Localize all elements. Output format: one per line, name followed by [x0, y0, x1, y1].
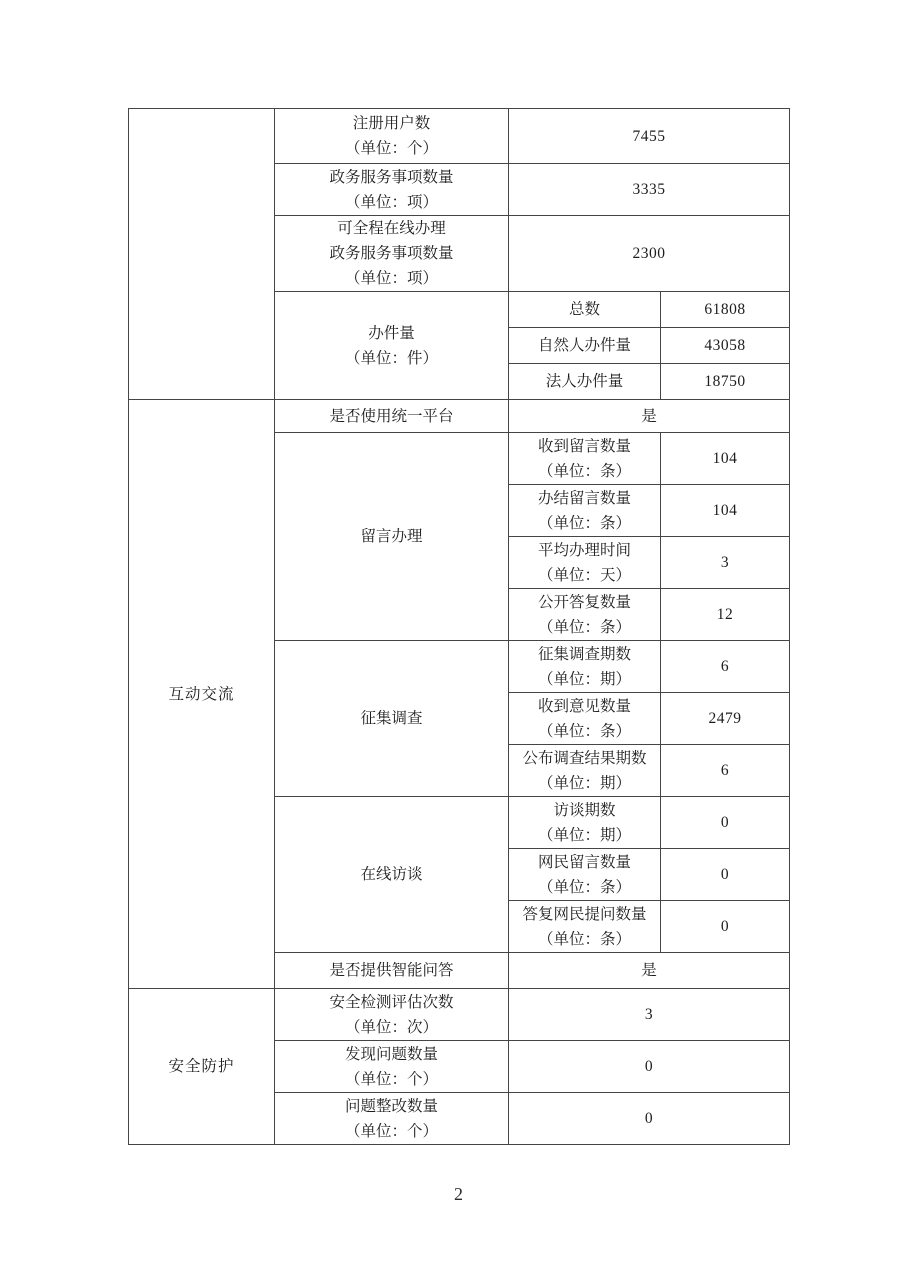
security-problems-found-label-cell: [275, 1041, 509, 1093]
online-items-label-cell: [275, 216, 509, 292]
page-number: 2: [454, 1184, 463, 1204]
interviews-replies-label: 答复网民提问数量: [522, 905, 647, 923]
cases-natural-value: 43058: [661, 328, 790, 364]
category-cell-security: [129, 989, 275, 1145]
messages-avgtime-value: 3: [661, 537, 790, 589]
surveys-opinions-unit: （单位：条）: [537, 722, 631, 740]
interviews-messages-label: 网民留言数量: [537, 853, 631, 871]
unified-platform-label: 是否使用统一平台: [275, 400, 509, 433]
online-items-label1: 可全程在线办理: [337, 220, 446, 237]
interviews-periods-value: 0: [661, 797, 790, 849]
messages-completed-value: 104: [661, 485, 790, 537]
interviews-messages-label-cell: [509, 849, 661, 901]
messages-received-label-cell: [509, 433, 661, 485]
surveys-opinions-value: 2479: [661, 693, 790, 745]
security-assessments-label-cell: [275, 989, 509, 1041]
messages-avgtime-label-cell: [509, 537, 661, 589]
cases-legal-label: 法人办件量: [509, 364, 661, 400]
security-problems-fixed-label: 问题整改数量: [344, 1097, 438, 1115]
security-problems-found-label: 发现问题数量: [344, 1045, 438, 1063]
surveys-periods-label-cell: [509, 641, 661, 693]
cases-label-cell: [275, 292, 509, 400]
unified-platform-value: 是: [509, 400, 790, 433]
service-items-value: 3335: [509, 164, 790, 216]
smart-qa-label: 是否提供智能问答: [275, 953, 509, 989]
surveys-opinions-label-cell: [509, 693, 661, 745]
security-problems-found-unit: （单位：个）: [344, 1070, 438, 1088]
messages-avgtime-unit: （单位：天）: [537, 566, 631, 584]
interviews-messages-unit: （单位：条）: [537, 878, 631, 896]
messages-completed-label-cell: [509, 485, 661, 537]
registered-users-value: 7455: [509, 109, 790, 164]
interviews-periods-unit: （单位：期）: [537, 826, 631, 844]
messages-replies-label-cell: [509, 589, 661, 641]
registered-users-label: 注册用户数: [352, 115, 431, 132]
category-interaction-label: 互动交流: [168, 685, 235, 703]
cases-total-value: 61808: [661, 292, 790, 328]
messages-group-label: 留言办理: [275, 433, 509, 641]
registered-users-label-cell: [275, 109, 509, 164]
messages-replies-unit: （单位：条）: [537, 618, 631, 636]
surveys-results-value: 6: [661, 745, 790, 797]
cases-unit: （单位：件）: [344, 349, 438, 367]
online-items-value: 2300: [509, 216, 790, 292]
messages-completed-label: 办结留言数量: [537, 489, 631, 507]
security-assessments-label: 安全检测评估次数: [329, 993, 454, 1011]
interviews-replies-unit: （单位：条）: [537, 930, 631, 948]
interviews-periods-label: 访谈期数: [553, 801, 616, 819]
cases-label: 办件量: [368, 324, 415, 342]
messages-replies-label: 公开答复数量: [537, 593, 631, 611]
surveys-periods-value: 6: [661, 641, 790, 693]
cases-total-label: 总数: [509, 292, 661, 328]
security-problems-found-value: 0: [509, 1041, 790, 1093]
surveys-periods-unit: （单位：期）: [537, 670, 631, 688]
service-items-unit: （单位：项）: [344, 193, 438, 211]
security-problems-fixed-unit: （单位：个）: [344, 1122, 438, 1140]
messages-received-label: 收到留言数量: [537, 437, 631, 455]
security-assessments-value: 3: [509, 989, 790, 1041]
surveys-periods-label: 征集调查期数: [537, 645, 631, 663]
messages-received-value: 104: [661, 433, 790, 485]
service-items-label-cell: [275, 164, 509, 216]
messages-completed-unit: （单位：条）: [537, 514, 631, 532]
online-items-unit: （单位：项）: [344, 270, 438, 287]
security-assessments-unit: （单位：次）: [344, 1018, 438, 1036]
service-items-label: 政务服务事项数量: [329, 168, 454, 186]
messages-avgtime-label: 平均办理时间: [537, 541, 631, 559]
surveys-results-label: 公布调查结果期数: [522, 749, 647, 767]
interviews-messages-value: 0: [661, 849, 790, 901]
surveys-results-label-cell: [509, 745, 661, 797]
surveys-results-unit: （单位：期）: [537, 774, 631, 792]
messages-replies-value: 12: [661, 589, 790, 641]
report-table: [128, 108, 790, 1145]
category-cell-service: [129, 109, 275, 400]
surveys-group-label: 征集调查: [275, 641, 509, 797]
surveys-opinions-label: 收到意见数量: [537, 697, 631, 715]
smart-qa-value: 是: [509, 953, 790, 989]
interviews-periods-label-cell: [509, 797, 661, 849]
security-problems-fixed-value: 0: [509, 1093, 790, 1145]
interviews-group-label: 在线访谈: [275, 797, 509, 953]
cases-legal-value: 18750: [661, 364, 790, 400]
cases-natural-label: 自然人办件量: [509, 328, 661, 364]
interviews-replies-value: 0: [661, 901, 790, 953]
online-items-label2: 政务服务事项数量: [329, 245, 454, 262]
interviews-replies-label-cell: [509, 901, 661, 953]
category-security-label: 安全防护: [168, 1058, 235, 1075]
security-problems-fixed-label-cell: [275, 1093, 509, 1145]
registered-users-unit: （单位：个）: [344, 140, 438, 157]
messages-received-unit: （单位：条）: [537, 462, 631, 480]
category-cell-interaction: [129, 400, 275, 989]
